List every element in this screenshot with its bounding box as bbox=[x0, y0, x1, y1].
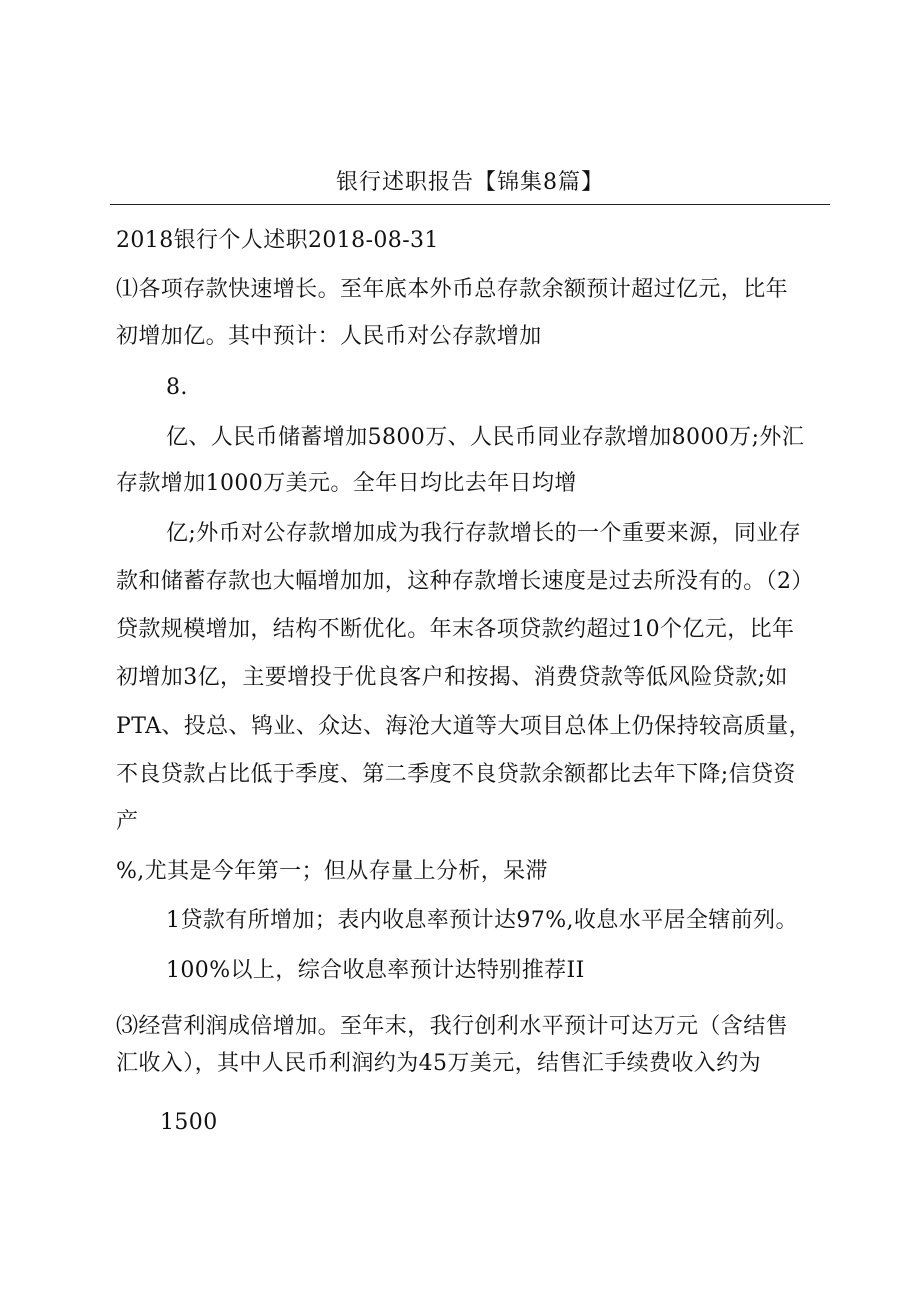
text-line: 1贷款有所增加；表内收息率预计达97%,收息水平居全辖前列。 bbox=[166, 908, 798, 933]
title-underline bbox=[110, 204, 830, 205]
text-line: PTA、投总、鸨业、众达、海沧大道等大项目总体上仍保持较高质量， bbox=[116, 714, 811, 739]
text-line: 1500 bbox=[160, 1110, 218, 1135]
text-line: 存款增加1000万美元。全年日均比去年日均增 bbox=[116, 471, 577, 496]
text-line: 100%以上，综合收息率预计达特别推荐II bbox=[166, 958, 585, 983]
text-line: 初增加亿。其中预计：人民币对公存款增加 bbox=[116, 324, 542, 349]
text-line: 8. bbox=[166, 375, 188, 400]
text-line: 汇收入），其中人民币利润约为45万美元，结售汇手续费收入约为 bbox=[116, 1051, 761, 1076]
text-line: 产 bbox=[116, 809, 139, 834]
text-line: 初增加3亿，主要增投于优良客户和按揭、消费贷款等低风险贷款;如 bbox=[116, 665, 788, 690]
text-line: 贷款规模增加，结构不断优化。年末各项贷款约超过10个亿元，比年 bbox=[116, 617, 795, 642]
text-line: 2018银行个人述职2018-08-31 bbox=[116, 228, 439, 253]
text-line: 款和储蓄存款也大幅增加加，这种存款增长速度是过去所没有的。（2） bbox=[116, 569, 814, 594]
text-line: ⑴各项存款快速增长。至年底本外币总存款余额预计超过亿元，比年 bbox=[116, 277, 789, 302]
text-line: 亿、人民币储蓄增加5800万、人民币同业存款增加8000万;外汇 bbox=[166, 425, 805, 450]
text-line: %,尤其是今年第一；但从存量上分析，呆滞 bbox=[116, 859, 548, 884]
text-line: 不良贷款占比低于季度、第二季度不良贷款余额都比去年下降;信贷资 bbox=[116, 762, 796, 787]
document-title: 银行述职报告【锦集8篇】 bbox=[336, 170, 604, 195]
text-line: ⑶经营利润成倍增加。至年末，我行创利水平预计可达万元（含结售 bbox=[116, 1014, 789, 1039]
text-line: 亿;外币对公存款增加成为我行存款增长的一个重要来源，同业存 bbox=[166, 521, 802, 546]
